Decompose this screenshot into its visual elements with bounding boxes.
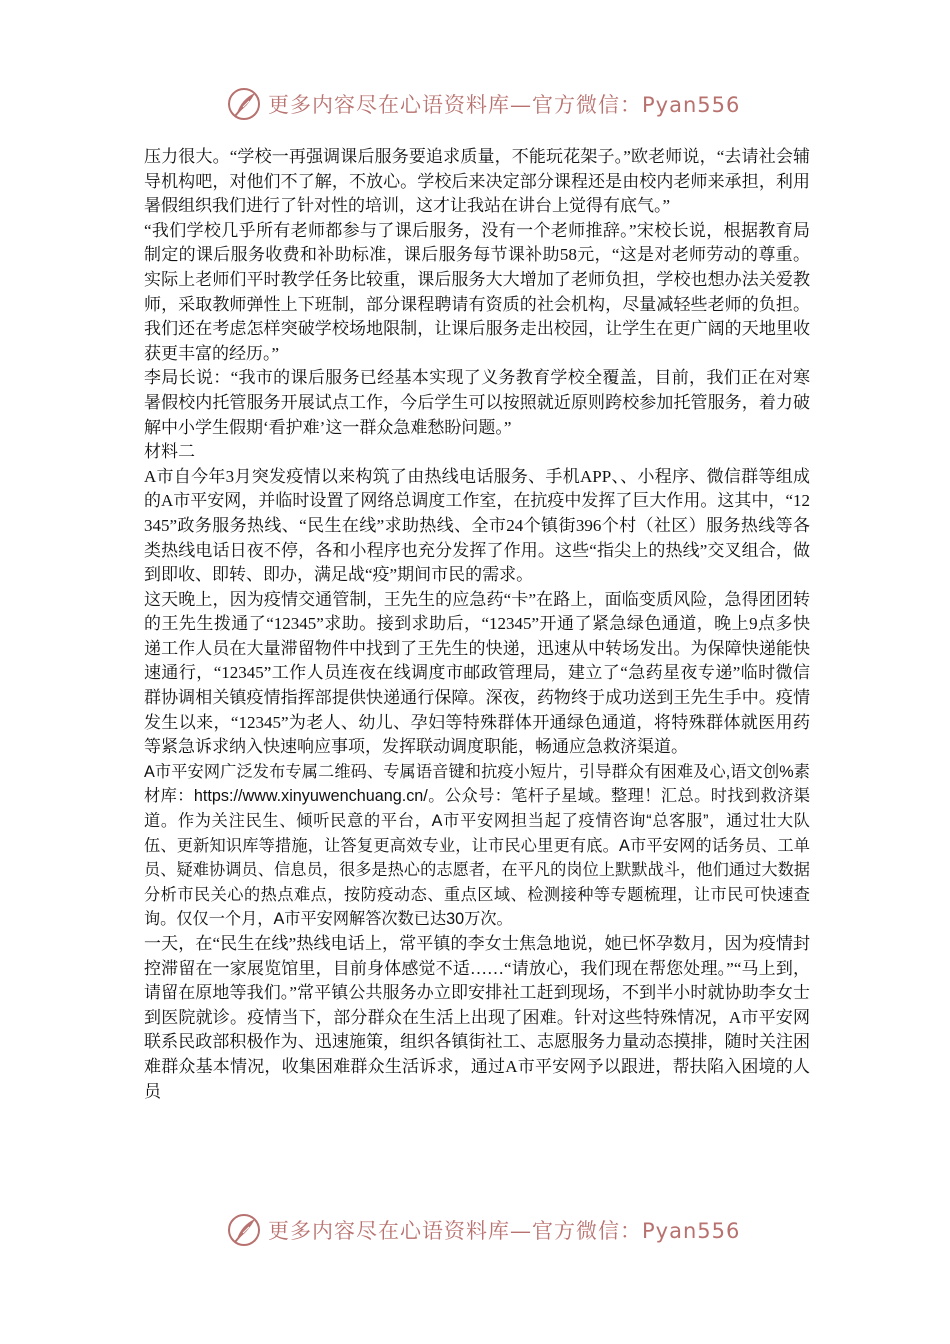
header-banner-label: 更多内容尽在心语资料库—官方微信： (268, 93, 642, 117)
footer-banner-text (268, 1215, 740, 1245)
paragraph-6: A市平安网广泛发布专属二维码、专属语音键和抗疫小短片，引导群众有困难及心,语文创%素材库：https://www.xinyuwenchuang.cn/。公众号：笔杆子星域。整理！汇总。时找到救济渠道。作为关注民生、倾听民意的平台，A市平安网担当起了疫情咨询“总客服”，通过壮大队伍、更新知识库等措施，让答复更高效专业，让市民心里更有底。A市平安网的话务员、工单员、疑难协调员、信息员，很多是热心的志愿者，在平凡的岗位上默默战斗，他们通过大数据分析市民关心的热点难点，按防疫动态、重点区域、检测接种等专题梳理，让市民可快速查询。仅仅一个月，A市平安网解答次数已达30万次。 (144, 762, 810, 929)
paragraph-5: 这天晚上，因为疫情交通管制，王先生的应急药“卡”在路上，面临变质风险，急得团团转的王先生拨通了“12345”求助。接到求助后，“12345”开通了紧急绿色通道，晚上9点多快递工作人员在大量滞留物件中找到了王先生的快递，迅速从中转场发出。为保障快递能快速通行，“12345”工作人员连夜在线调度市邮政管理局，建立了“急药星夜专递”临时微信群协调相关镇疫情指挥部提供快递通行保障。深夜，药物终于成功送到王先生手中。疫情发生以来，“12345”为老人、幼儿、孕妇等特殊群体开通绿色通道，将特殊群体就医用药等紧急诉求纳入快速响应事项，发挥联动调度职能，畅通应急救济渠道。 (144, 589, 810, 757)
paragraph-1: 压力很大。“学校一再强调课后服务要追求质量，不能玩花架子。”欧老师说，“去请社会辅导机构吧，对他们不了解，不放心。学校后来决定部分课程还是由校内老师来承担，利用暑假组织我们进行了针对性的培训，这才让我站在讲台上觉得有底气。” (144, 147, 810, 216)
header-banner-wechat-id: Pyan556 (642, 93, 741, 117)
footer-banner (0, 1208, 950, 1252)
header-banner (0, 82, 950, 126)
footer-banner-label: 更多内容尽在心语资料库—官方微信： (268, 1219, 642, 1243)
feather-pen-logo-icon (226, 86, 262, 122)
footer-banner-inner (226, 1208, 740, 1252)
header-banner-text (268, 89, 740, 119)
header-banner-inner (226, 82, 740, 126)
document-body (144, 145, 810, 1104)
paragraph-3: 李局长说：“我市的课后服务已经基本实现了义务教育学校全覆盖，目前，我们正在对寒暑假校内托管服务开展试点工作，今后学生可以按照就近原则跨校参加托管服务，着力破解中小学生假期‘看护难’这一群众急难愁盼问题。” (144, 368, 810, 437)
paragraph-7: 一天，在“民生在线”热线电话上，常平镇的李女士焦急地说，她已怀孕数月，因为疫情封控滞留在一家展览馆里，目前身体感觉不适……“请放心，我们现在帮您处理。”“马上到，请留在原地等我们。”常平镇公共服务办立即安排社工赶到现场，不到半小时就协助李女士到医院就诊。疫情当下，部分群众在生活上出现了困难。针对这些特殊情况，A市平安网联系民政部积极作为、迅速施策，组织各镇街社工、志愿服务力量动态摸排，随时关注困难群众基本情况，收集困难群众生活诉求，通过A市平安网予以跟进，帮扶陷入困境的人员 (144, 934, 810, 1101)
footer-banner-wechat-id: Pyan556 (642, 1219, 741, 1243)
paragraph-4: A市自今年3月突发疫情以来构筑了由热线电话服务、手机APP、、小程序、微信群等组成的A市平安网，并临时设置了网络总调度工作室，在抗疫中发挥了巨大作用。这其中，“12345”政务服务热线、“民生在线”求助热线、全市24个镇街396个村（社区）服务热线等各类热线电话日夜不停，各和小程序也充分发挥了作用。这些“指尖上的热线”交叉组合，做到即收、即转、即办，满足战“疫”期间市民的需求。 (144, 466, 810, 585)
paragraph-2: “我们学校几乎所有老师都参与了课后服务，没有一个老师推辞。”宋校长说，根据教育局制定的课后服务收费和补助标准，课后服务每节课补助58元，“这是对老师劳动的尊重。实际上老师们平时教学任务比较重，课后服务大大增加了老师负担，学校也想办法关爱教师，采取教师弹性上下班制，部分课程聘请有资质的社会机构，尽量减轻些老师的负担。我们还在考虑怎样突破学校场地限制，让课后服务走出校园，让学生在更广阔的天地里收获更丰富的经历。” (144, 220, 810, 363)
section-heading-material-two: 材料二 (144, 442, 195, 462)
feather-pen-logo-icon (226, 1212, 262, 1248)
